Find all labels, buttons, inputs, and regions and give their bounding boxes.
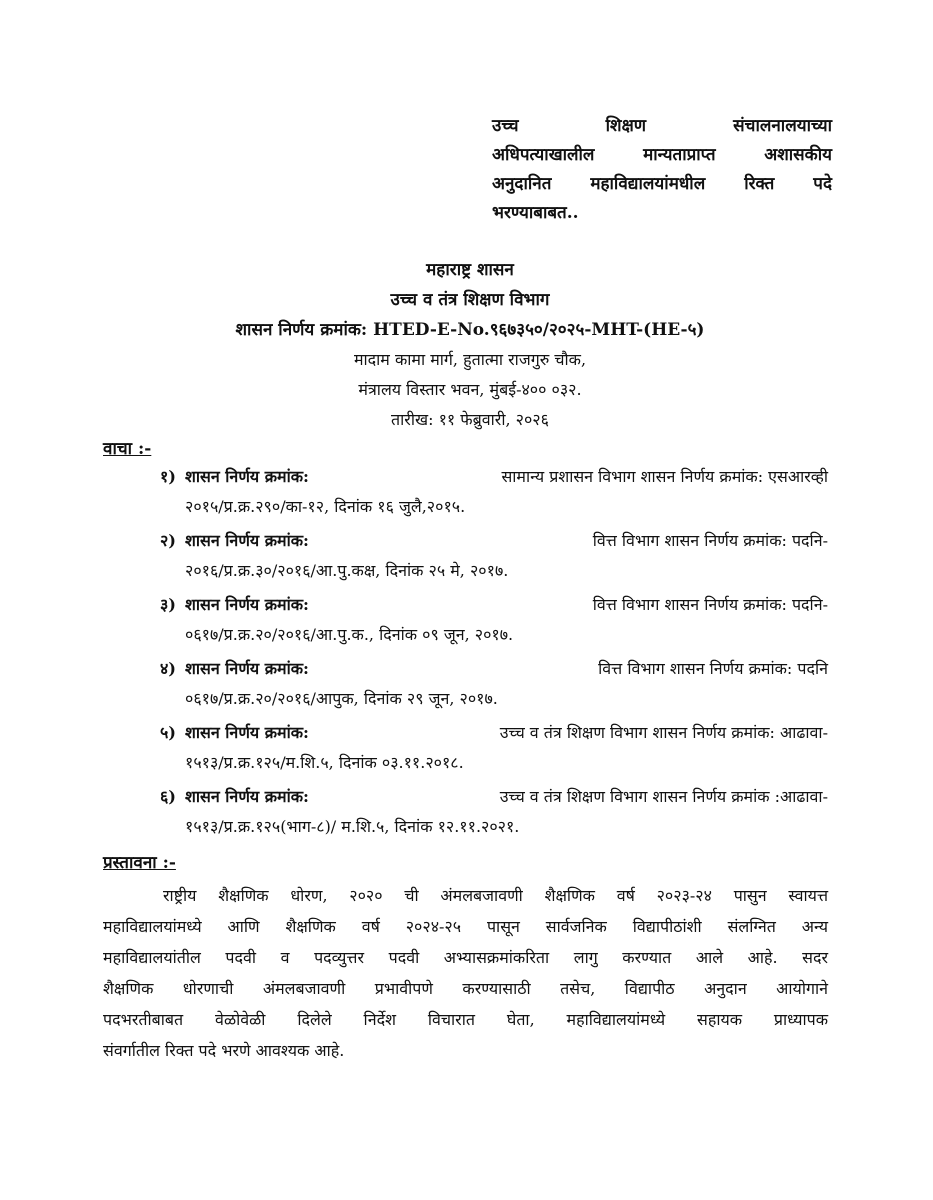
paragraph-line: महाविद्यालयांतील पदवी व पदव्युत्तर पदवी अभ्यासक्रमांकरिता लागु करण्यात आले आहे. सदर [103,948,828,967]
reference-text-continued: २०१५/प्र.क्र.२९०/का-१२, दिनांक १६ जुलै,२०१५. [185,497,466,516]
reference-label: शासन निर्णय क्रमांक: [185,595,309,614]
subject-line: अधिपत्याखालील मान्यताप्राप्त अशासकीय [492,145,832,165]
reference-text-continued: १५१३/प्र.क्र.१२५/म.शि.५, दिनांक ०३.११.२०१८. [185,753,464,772]
reference-number: ३) [160,595,176,614]
reference-text-continued: २०१६/प्र.क्र.३०/२०१६/आ.पु.कक्ष, दिनांक २५ मे, २०१७. [185,561,509,580]
paragraph-line: संवर्गातील रिक्त पदे भरणे आवश्यक आहे. [103,1041,345,1060]
reference-item [160,590,828,650]
reference-text: वित्त विभाग शासन निर्णय क्रमांक: पदनि- [592,595,828,614]
reference-text: उच्च व तंत्र शिक्षण विभाग शासन निर्णय क्रमांक: आढावा- [499,723,828,742]
address-line-1: मादाम कामा मार्ग, हुतात्मा राजगुरु चौक, [353,350,587,369]
reference-text-continued: ०६१७/प्र.क्र.२०/२०१६/आपुक, दिनांक २९ जून, २०१७. [185,689,498,708]
reference-item [160,526,828,586]
reference-text-continued: १५१३/प्र.क्र.१२५(भाग-८)/ म.शि.५, दिनांक १२.११.२०२१. [185,817,520,836]
subject-block [492,112,832,228]
reference-text: वित्त विभाग शासन निर्णय क्रमांक: पदनि- [592,531,828,550]
reference-text: सामान्य प्रशासन विभाग शासन निर्णय क्रमांक: एसआरव्ही [501,467,828,486]
paragraph-line: शैक्षणिक धोरणाची अंमलबजावणी प्रभावीपणे करण्यासाठी तसेच, विद्यापीठ अनुदान आयोगाने [103,979,828,998]
reference-label: शासन निर्णय क्रमांक: [185,531,309,550]
document-date: तारीख: ११ फेब्रुवारी, २०२६ [391,410,549,429]
reference-number: ६) [160,787,176,806]
reference-list [160,462,828,846]
prastavana-heading: प्रस्तावना :- [103,853,176,873]
subject-line: भरण्याबाबत.. [492,203,579,223]
reference-label: शासन निर्णय क्रमांक: [185,787,309,806]
reference-item [160,718,828,778]
reference-label: शासन निर्णय क्रमांक: [185,659,309,678]
paragraph-line: महाविद्यालयांमध्ये आणि शैक्षणिक वर्ष २०२४-२५ पासून सार्वजनिक विद्यापीठांशी संलग्नित अन्य [103,917,828,936]
document-header [120,255,820,435]
reference-text-continued: ०६१७/प्र.क्र.२०/२०१६/आ.पु.क., दिनांक ०९ जून, २०१७. [185,625,514,644]
subject-line: अनुदानित महाविद्यालयांमधील रिक्त पदे [492,174,832,194]
subject-line: उच्च शिक्षण संचालनालयाच्या [492,116,832,136]
reference-number: ४) [160,659,176,678]
prastavana-paragraph [103,880,828,1066]
address-line-2: मंत्रालय विस्तार भवन, मुंबई-४०० ०३२. [358,380,582,399]
department-name: उच्च व तंत्र शिक्षण विभाग [390,290,550,310]
vacha-heading: वाचा :- [103,439,152,459]
reference-number: ५) [160,723,176,742]
gr-number: HTED-E-No.९६७३५०/२०२५-MHT-(HE-५) [373,320,705,340]
reference-number: २) [160,531,176,550]
reference-label: शासन निर्णय क्रमांक: [185,723,309,742]
gr-reference [120,315,820,345]
reference-label: शासन निर्णय क्रमांक: [185,467,309,486]
reference-item [160,462,828,522]
reference-item [160,782,828,842]
gr-label: शासन निर्णय क्रमांक: [235,320,368,340]
paragraph-line: पदभरतीबाबत वेळोवेळी दिलेले निर्देश विचारात घेता, महाविद्यालयांमध्ये सहायक प्राध्यापक [103,1010,828,1029]
paragraph-line: राष्ट्रीय शैक्षणिक धोरण, २०२० ची अंमलबजावणी शैक्षणिक वर्ष २०२३-२४ पासुन स्वायत्त [163,886,828,905]
reference-text: उच्च व तंत्र शिक्षण विभाग शासन निर्णय क्रमांक :आढावा- [499,787,828,806]
reference-number: १) [160,467,176,486]
govt-name: महाराष्ट्र शासन [426,260,514,280]
reference-text: वित्त विभाग शासन निर्णय क्रमांक: पदनि [598,659,828,678]
reference-item [160,654,828,714]
